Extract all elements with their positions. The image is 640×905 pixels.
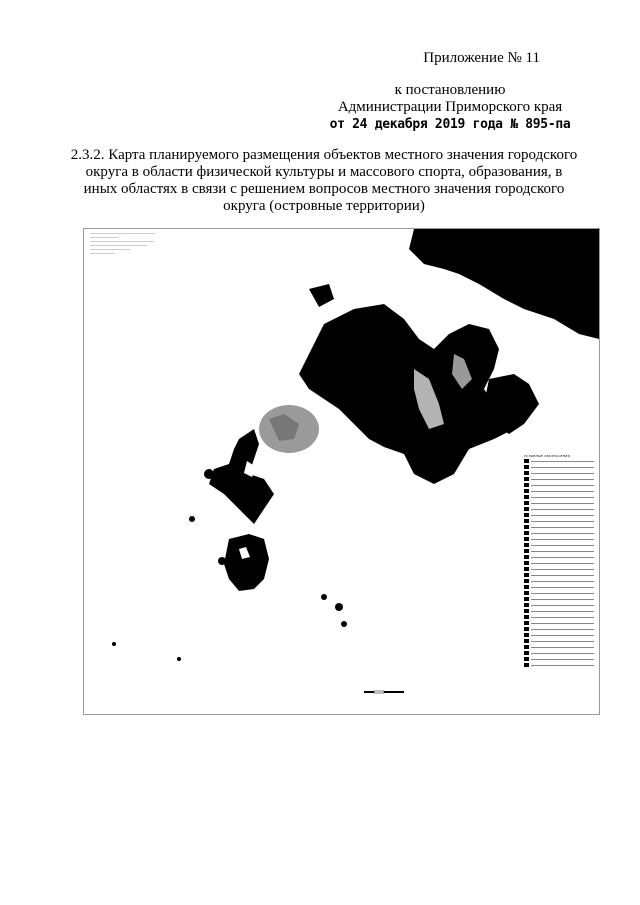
appendix-number: Приложение № 11 xyxy=(423,50,540,66)
mainland-top-right xyxy=(409,229,599,339)
map-legend xyxy=(524,454,594,668)
document-title: 2.3.2. Карта планируемого размещения объектов местного значения городского округа в области физической культуры и массового спорта, образования, в иных областях в связи с решением вопросов местного значения городского округа (островные территории) xyxy=(70,147,578,214)
island-middle-west xyxy=(209,429,274,524)
legend-title: УСЛОВНЫЕ ОБОЗНАЧЕНИЯ xyxy=(524,454,570,458)
island-small-north xyxy=(309,284,334,307)
map-drawing xyxy=(84,229,599,714)
island-large-center xyxy=(299,304,514,484)
decree-line-2: Администрации Приморского края xyxy=(337,99,563,115)
island-territories-map xyxy=(83,228,600,715)
decree-reference xyxy=(320,82,580,133)
decree-line-1: к постановлению xyxy=(394,82,506,98)
island-south xyxy=(224,534,269,591)
map-header-notes: ────────────────────────────────────────── ────────────────── ───────────────────────────────────────── ───────────────────────────────────── ────────────────────────── ──────────────── xyxy=(90,232,156,255)
decree-date-stamp: от 24 декабря 2019 года № 895-па xyxy=(329,117,571,132)
